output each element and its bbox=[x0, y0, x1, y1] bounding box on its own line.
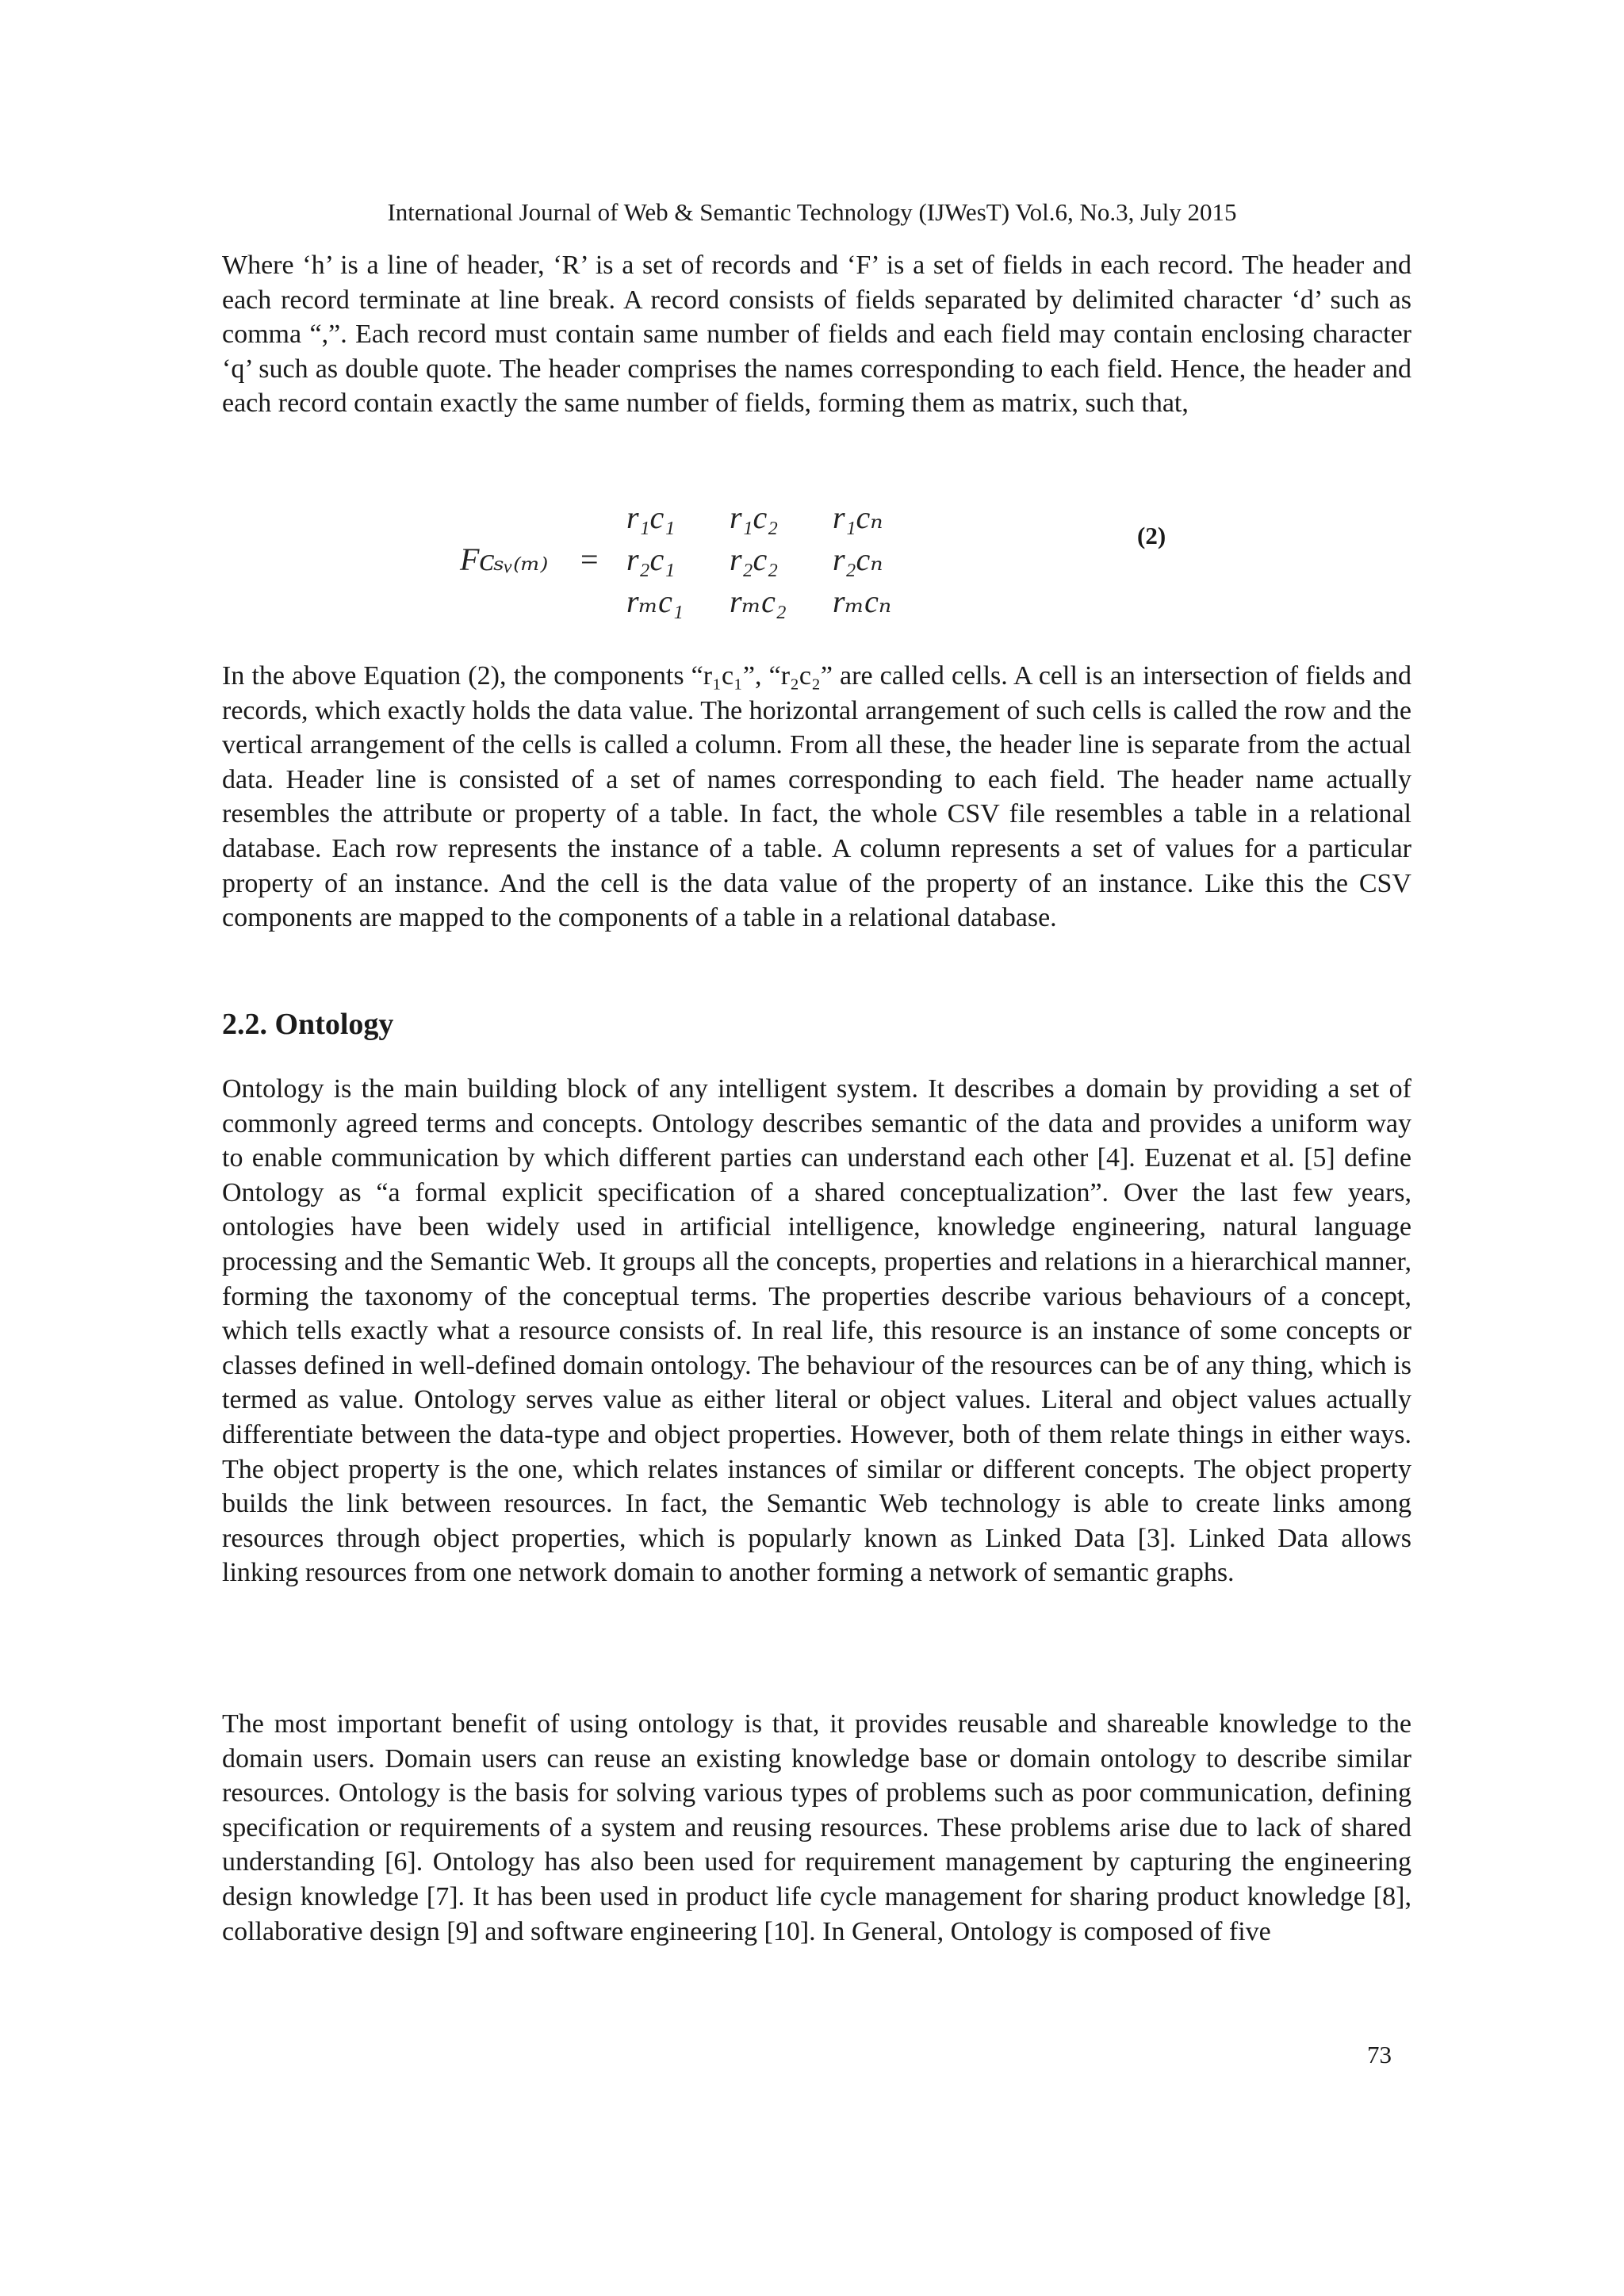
paragraph-cells: In the above Equation (2), the components “r₁c₁”, “r₂c₂” are called cells. A cell is an intersection of fields and records, which exactly holds the data value. The horizontal arrangement of such cells is called the row and the vertical arrangement of the cells is called a column. From all these, the header line is separate from the actual data. Header line is consisted of a set of names corresponding to each field. The header name actually resembles the attribute or property of a table. In fact, the whole CSV file resembles a table in a relational database. Each row represents the instance of a table. A column represents a set of values for a particular property of an instance. And the cell is the data value of the property of an instance. Like this the CSV components are mapped to the components of a table in a relational database. bbox=[222, 661, 1411, 933]
equation-number: (2) bbox=[1137, 522, 1166, 549]
matrix-cell: r₂cₙ bbox=[833, 541, 883, 577]
matrix-cell: r₂c₁ bbox=[626, 541, 676, 577]
matrix-cell: rₘc₂ bbox=[730, 584, 787, 619]
equation-lhs: Fᴄₛᵥ₍ₘ₎ bbox=[460, 541, 549, 577]
matrix-cell: rₘcₙ bbox=[833, 584, 892, 619]
paragraph-ontology-intro: Ontology is the main building block of any intelligent system. It describes a domain by providing a set of commonly agreed terms and concepts. Ontology describes semantic of the data and provides a uniform way to enable communication by which different parties can understand each other [4]. Euzenat et al. [5] define Ontology as “a formal explicit specification of a shared conceptualization”. Over the last few years, ontologies have been widely used in artificial intelligence, knowledge engineering, natural language processing and the Semantic Web. It groups all the concepts, properties and relations in a hierarchical manner, forming the taxonomy of the conceptual terms. The properties describe various behaviours of a concept, which tells exactly what a resource consists of. In real life, this resource is an instance of some concepts or classes defined in well-defined domain ontology. The behaviour of the resources can be of any thing, which is termed as value. Ontology serves value as either literal or object values. Literal and object values actually differentiate between the data-type and object properties. However, both of them relate things in either ways. The object property is the one, which relates instances of similar or different concepts. The object property builds the link between resources. In fact, the Semantic Web technology is able to create links among resources through object properties, which is popularly known as Linked Data [3]. Linked Data allows linking resources from one network domain to another forming a network of semantic graphs. bbox=[222, 1074, 1411, 1588]
matrix-cell: r₁c₂ bbox=[730, 499, 779, 535]
matrix-cell: r₂c₂ bbox=[730, 541, 779, 577]
paragraph-ontology-benefits: The most important benefit of using ontology is that, it provides reusable and shareable knowledge to the domain users. Domain users can reuse an existing knowledge base or domain ontology to describe similar resources. Ontology is the basis for solving various types of problems such as poor communication, defining specification or requirements of a system and reusing resources. These problems arise due to lack of shared understanding [6]. Ontology has also been used for requirement management by capturing the engineering design knowledge [7]. It has been used in product life cycle management for sharing product knowledge [8], collaborative design [9] and software engineering [10]. In General, Ontology is composed of five bbox=[222, 1709, 1411, 1946]
matrix-cell: rₘc₁ bbox=[626, 584, 684, 619]
equation-equals: = bbox=[580, 541, 599, 577]
matrix-cell: r₁c₁ bbox=[626, 499, 676, 535]
page-number: 73 bbox=[1367, 2041, 1392, 2068]
matrix-cell: r₁cₙ bbox=[833, 499, 883, 535]
running-header: International Journal of Web & Semantic Technology (IJWesT) Vol.6, No.3, July 2015 bbox=[387, 198, 1237, 226]
section-heading: 2.2. Ontology bbox=[222, 1008, 394, 1041]
equation-2 bbox=[460, 496, 1015, 630]
paragraph-csv-definition: Where ‘h’ is a line of header, ‘R’ is a set of records and ‘F’ is a set of fields in each record. The header and each record terminate at line break. A record consists of fields separated by delimited character ‘d’ such as comma “,”. Each record must contain same number of fields and each field may contain enclosing character ‘q’ such as double quote. The header comprises the names corresponding to each field. Hence, the header and each record contain exactly the same number of fields, forming them as matrix, such that, bbox=[222, 251, 1411, 419]
